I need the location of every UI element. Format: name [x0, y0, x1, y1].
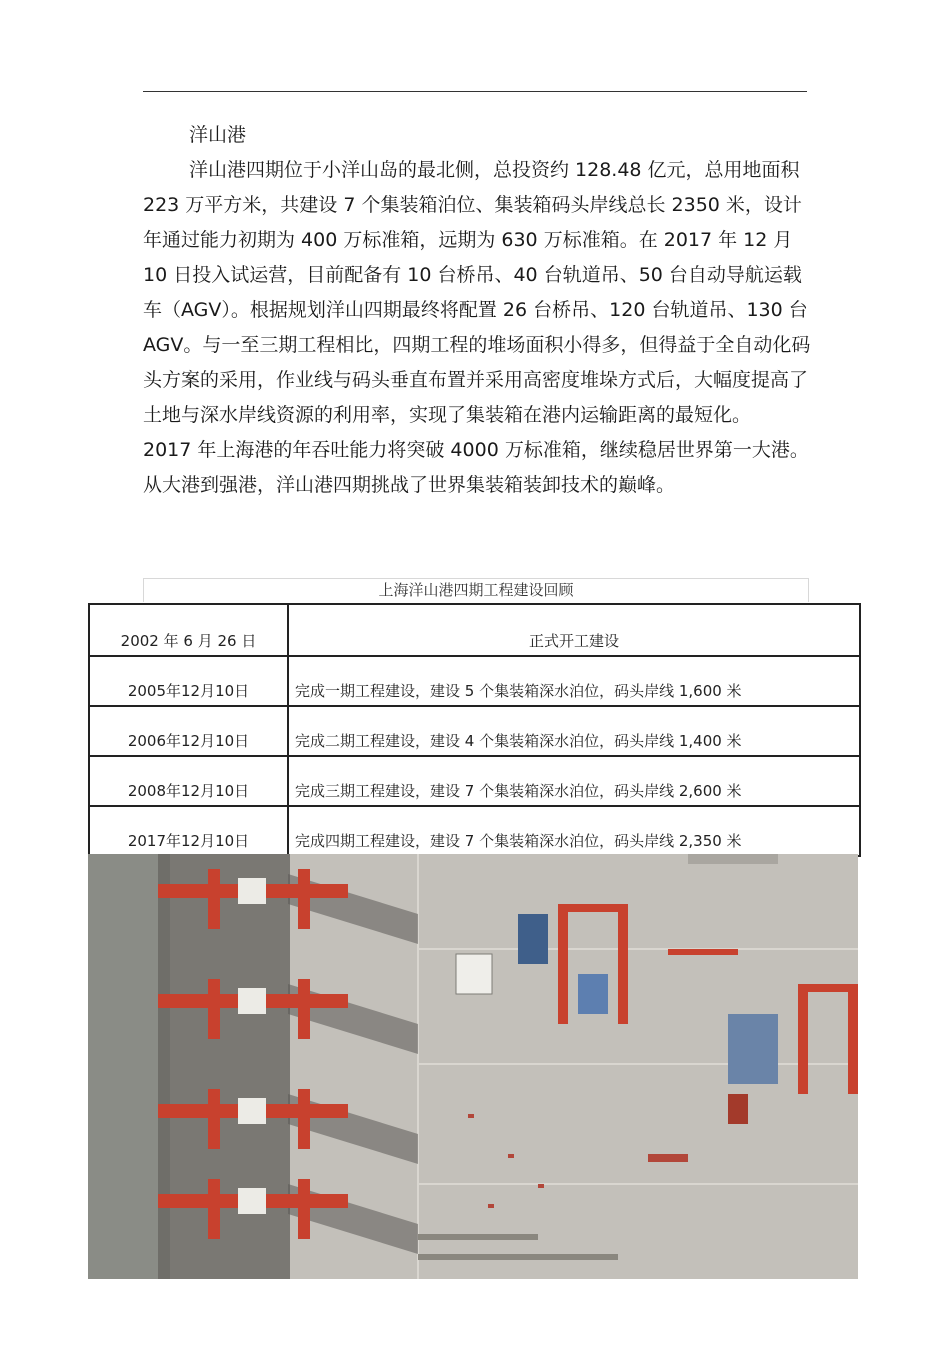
row-event: 完成四期工程建设，建设 7 个集装箱深水泊位，码头岸线 2,350 米 — [288, 806, 860, 856]
article-paragraph-2: 2017 年上海港的年吞吐能力将突破 4000 万标准箱，继续稳居世界第一大港。从大港到强港，洋山港四期挑战了世界集装箱装卸技术的巅峰。 — [143, 439, 809, 496]
header-rule — [143, 91, 807, 92]
article-body — [143, 118, 811, 503]
section-heading: 洋山港 — [189, 124, 247, 146]
row-event: 完成一期工程建设，建设 5 个集装箱深水泊位，码头岸线 1,600 米 — [288, 656, 860, 706]
article-paragraph-1: 洋山港四期位于小洋山岛的最北侧，总投资约 128.48 亿元，总用地面积 223 万平方米，共建设 7 个集装箱泊位、集装箱码头岸线总长 2350 米，设计年通过能力初期为 400 万标准箱，远期为 630 万标准箱。在 2017 年 12 月 10 日投入试运营，目前配备有 10 台桥吊、40 台轨道吊、50 台自动导航运载车（AGV）。根据规划洋山四期最终将配置 26 台桥吊、120 台轨道吊、130 台 AGV。与一至三期工程相比，四期工程的堆场面积小得多，但得益于全自动化码头方案的采用，作业线与码头垂直布置并采用高密度堆垛方式后，大幅度提高了土地与深水岸线资源的利用率，实现了集装箱在港内运输距离的最短化。 — [143, 159, 811, 426]
table-row — [89, 806, 860, 856]
table-row — [89, 604, 860, 656]
row-date: 2006年12月10日 — [89, 706, 288, 756]
row-event: 正式开工建设 — [288, 604, 860, 656]
row-event: 完成三期工程建设，建设 7 个集装箱深水泊位，码头岸线 2,600 米 — [288, 756, 860, 806]
table-caption: 上海洋山港四期工程建设回顾 — [143, 578, 809, 602]
row-date: 2008年12月10日 — [89, 756, 288, 806]
row-date: 2005年12月10日 — [89, 656, 288, 706]
construction-timeline-table — [88, 603, 861, 857]
table-row — [89, 756, 860, 806]
table-row — [89, 656, 860, 706]
aerial-terminal-illustration — [88, 854, 858, 1279]
row-date: 2002 年 6 月 26 日 — [89, 604, 288, 656]
row-event: 完成二期工程建设，建设 4 个集装箱深水泊位，码头岸线 1,400 米 — [288, 706, 860, 756]
row-date: 2017年12月10日 — [89, 806, 288, 856]
aerial-terminal-photo — [88, 854, 858, 1279]
table-row — [89, 706, 860, 756]
